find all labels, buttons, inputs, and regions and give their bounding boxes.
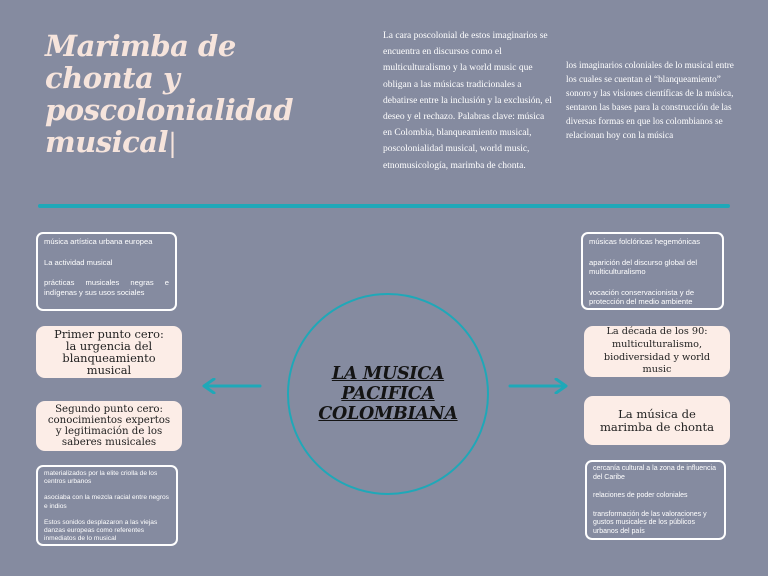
left-arrow-icon — [198, 378, 262, 394]
central-node-line: PACIFICA — [341, 384, 435, 404]
node-line: multiculturalismo, — [611, 338, 703, 350]
central-node-line: COLOMBIANA — [318, 404, 458, 424]
node-segundo-punto-cero — [36, 401, 182, 451]
node-line: music — [642, 364, 672, 376]
node-primer-punto-cero — [36, 326, 182, 378]
node-line: y legitimación de los — [55, 426, 163, 437]
node-line: conocimientos expertos — [47, 415, 171, 426]
node-line: saberes musicales — [61, 437, 157, 448]
note-item: vocación conservacionista y de protección del medio ambiente — [589, 287, 695, 306]
note-item: Estos sonidos desplazaron a las viejas danzas europeas como referentes inmediatos de lo musical — [44, 518, 158, 543]
text-cursor: | — [168, 129, 177, 159]
node-line: Primer punto cero: — [54, 326, 164, 341]
central-node-circle — [287, 293, 489, 495]
node-line: la urgencia del — [65, 338, 153, 353]
right-bottom-notes-box — [585, 460, 726, 540]
note-item: prácticas musicales negras e indígenas y sus usos sociales — [44, 278, 169, 297]
intro-paragraph-right: los imaginarios coloniales de lo musical entre los cuales se cuentan el “blanqueamiento” sonoro y las visiones científicas de la música, sentaron las bases para la construcción de las diversas formas en que los colombianos se relacionan hoy con la música — [566, 60, 734, 140]
node-line: musical — [86, 363, 132, 378]
central-node-line: LA MUSICA — [331, 364, 445, 384]
note-item: transformación de las valoraciones y gustos musicales de los públicos urbanos del país — [593, 510, 707, 535]
node-line: blanqueamiento — [62, 351, 156, 365]
left-top-notes-box — [36, 232, 177, 311]
node-line: marimba de chonta — [599, 419, 715, 434]
central-node-label — [318, 364, 457, 424]
node-line: biodiversidad y world — [603, 351, 711, 363]
note-item: relaciones de poder coloniales — [593, 492, 688, 500]
title-line — [45, 126, 345, 160]
node-line: Segundo punto cero: — [55, 404, 163, 415]
divider-line — [38, 204, 730, 208]
right-top-notes-box — [581, 232, 724, 310]
node-decada-90 — [584, 326, 730, 377]
note-item: música artística urbana europea — [44, 237, 153, 246]
note-item: materializados por la elite criolla de los centros urbanos — [44, 470, 158, 486]
intro-paragraph-left: La cara poscolonial de estos imaginarios se encuentra en discursos como el multiculturalismo y la world music que obligan a las músicas tradicionales a debatirse entre la inclusión y la exclusión, el deseo y el rechazo. Palabras clave: música en Colombia, blanqueamiento musical, poscolonialidad musical, world music, etnomusicología, marimba de chonta. — [383, 31, 552, 171]
note-item: asociaba con la mezcla racial entre negros e indios — [44, 494, 169, 510]
node-marimba-de-chonta — [584, 396, 730, 445]
title-line-text: musical — [45, 125, 169, 159]
note-item: La actividad musical — [44, 257, 113, 267]
title-line: Marimba de — [45, 29, 236, 63]
note-item: cercanía cultural a la zona de influencia del Caribe — [593, 465, 716, 481]
left-bottom-notes-box — [36, 465, 178, 546]
note-item: músicas folclóricas hegemónicas — [589, 237, 700, 246]
node-line: La década de los 90: — [606, 326, 708, 338]
right-arrow-icon — [508, 378, 572, 394]
title-line: chonta y — [45, 61, 180, 95]
page-title — [45, 30, 345, 160]
title-line: poscolonialidad — [45, 93, 294, 127]
node-line: La música de — [618, 406, 696, 421]
note-item: aparición del discurso global del multiculturalismo — [589, 257, 698, 276]
